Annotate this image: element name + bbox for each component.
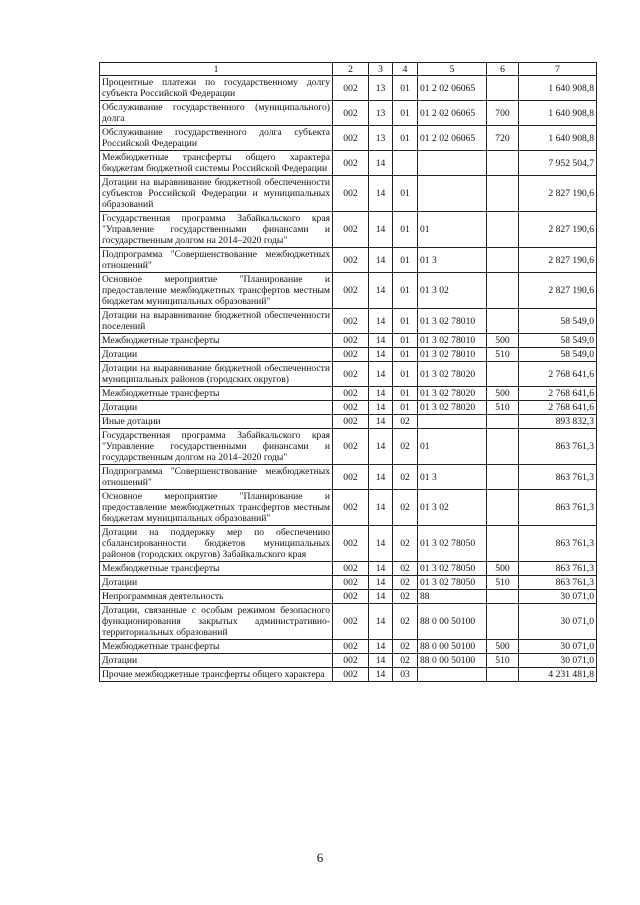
amount-cell: 30 071,0	[519, 604, 597, 640]
section-cell: 14	[369, 640, 393, 654]
table-row	[100, 126, 597, 151]
admin-code-cell: 002	[333, 640, 369, 654]
expense-type-cell: 510	[487, 348, 519, 362]
amount-cell: 893 832,3	[519, 415, 597, 429]
column-header: 7	[519, 63, 597, 76]
subsection-cell: 01	[393, 334, 418, 348]
table-row	[100, 348, 597, 362]
row-name-cell: Непрограммная деятельность	[100, 590, 333, 604]
admin-code-cell: 002	[333, 668, 369, 682]
admin-code-cell: 002	[333, 334, 369, 348]
table-row	[100, 273, 597, 309]
row-name-cell: Обслуживание государственного (муниципального) долга	[100, 101, 333, 126]
row-name-cell: Государственная программа Забайкальского края "Управление государственными финансами и государственным долгом на 2014–2020 годы"	[100, 429, 333, 465]
column-header: 6	[487, 63, 519, 76]
admin-code-cell: 002	[333, 387, 369, 401]
section-cell: 14	[369, 415, 393, 429]
section-cell: 14	[369, 526, 393, 562]
target-article-cell: 01 2 02 06065	[418, 126, 487, 151]
table-row	[100, 334, 597, 348]
admin-code-cell: 002	[333, 248, 369, 273]
table-row	[100, 604, 597, 640]
section-cell: 14	[369, 604, 393, 640]
section-cell: 14	[369, 151, 393, 176]
section-cell: 14	[369, 576, 393, 590]
table-row	[100, 362, 597, 387]
target-article-cell: 01 3 02 78050	[418, 526, 487, 562]
amount-cell: 58 549,0	[519, 348, 597, 362]
admin-code-cell: 002	[333, 415, 369, 429]
subsection-cell: 02	[393, 590, 418, 604]
target-article-cell: 01 3 02 78010	[418, 348, 487, 362]
target-article-cell: 88 0 00 50100	[418, 654, 487, 668]
expense-type-cell: 720	[487, 126, 519, 151]
section-cell: 14	[369, 429, 393, 465]
column-header: 1	[100, 63, 333, 76]
subsection-cell: 02	[393, 562, 418, 576]
table-row	[100, 309, 597, 334]
expense-type-cell	[487, 76, 519, 101]
admin-code-cell: 002	[333, 101, 369, 126]
row-name-cell: Дотации	[100, 401, 333, 415]
subsection-cell: 02	[393, 526, 418, 562]
admin-code-cell: 002	[333, 126, 369, 151]
amount-cell: 863 761,3	[519, 576, 597, 590]
subsection-cell: 01	[393, 309, 418, 334]
page-number: 6	[316, 850, 324, 865]
row-name-cell: Межбюджетные трансферты	[100, 334, 333, 348]
amount-cell: 863 761,3	[519, 526, 597, 562]
subsection-cell: 02	[393, 604, 418, 640]
target-article-cell	[418, 415, 487, 429]
section-cell: 14	[369, 309, 393, 334]
amount-cell: 30 071,0	[519, 654, 597, 668]
table-body	[100, 76, 597, 682]
amount-cell: 2 827 190,6	[519, 273, 597, 309]
admin-code-cell: 002	[333, 526, 369, 562]
row-name-cell: Дотации	[100, 576, 333, 590]
amount-cell: 1 640 908,8	[519, 101, 597, 126]
amount-cell: 1 640 908,8	[519, 76, 597, 101]
section-cell: 14	[369, 590, 393, 604]
row-name-cell: Иные дотации	[100, 415, 333, 429]
amount-cell: 863 761,3	[519, 429, 597, 465]
row-name-cell: Подпрограмма "Совершенствование межбюджетных отношений"	[100, 248, 333, 273]
expense-type-cell: 500	[487, 640, 519, 654]
admin-code-cell: 002	[333, 212, 369, 248]
expense-type-cell	[487, 604, 519, 640]
subsection-cell: 03	[393, 668, 418, 682]
section-cell: 14	[369, 212, 393, 248]
amount-cell: 4 231 481,8	[519, 668, 597, 682]
table-row	[100, 590, 597, 604]
amount-cell: 1 640 908,8	[519, 126, 597, 151]
row-name-cell: Основное мероприятие "Планирование и предоставление межбюджетных трансфертов местным бюджетам муниципальных образований"	[100, 273, 333, 309]
section-cell: 14	[369, 334, 393, 348]
amount-cell: 863 761,3	[519, 562, 597, 576]
subsection-cell: 01	[393, 387, 418, 401]
expense-type-cell	[487, 590, 519, 604]
table-row	[100, 526, 597, 562]
table-row	[100, 429, 597, 465]
subsection-cell: 02	[393, 640, 418, 654]
row-name-cell: Межбюджетные трансферты	[100, 387, 333, 401]
target-article-cell: 88 0 00 50100	[418, 604, 487, 640]
subsection-cell: 01	[393, 176, 418, 212]
target-article-cell: 88 0 00 50100	[418, 640, 487, 654]
amount-cell: 2 768 641,6	[519, 401, 597, 415]
target-article-cell	[418, 151, 487, 176]
subsection-cell: 02	[393, 415, 418, 429]
section-cell: 14	[369, 348, 393, 362]
section-cell: 14	[369, 387, 393, 401]
amount-cell: 863 761,3	[519, 465, 597, 490]
target-article-cell: 01 3 02 78050	[418, 576, 487, 590]
target-article-cell: 01 3 02	[418, 273, 487, 309]
expense-type-cell	[487, 362, 519, 387]
subsection-cell: 02	[393, 654, 418, 668]
admin-code-cell: 002	[333, 362, 369, 387]
section-cell: 13	[369, 101, 393, 126]
subsection-cell: 01	[393, 212, 418, 248]
subsection-cell: 02	[393, 576, 418, 590]
section-cell: 13	[369, 126, 393, 151]
table-row	[100, 101, 597, 126]
admin-code-cell: 002	[333, 490, 369, 526]
table-row	[100, 654, 597, 668]
amount-cell: 2 768 641,6	[519, 387, 597, 401]
table-row	[100, 576, 597, 590]
expense-type-cell	[487, 490, 519, 526]
subsection-cell: 01	[393, 126, 418, 151]
expense-type-cell	[487, 465, 519, 490]
admin-code-cell: 002	[333, 562, 369, 576]
target-article-cell: 01 3 02 78010	[418, 309, 487, 334]
amount-cell: 863 761,3	[519, 490, 597, 526]
section-cell: 14	[369, 176, 393, 212]
table-row	[100, 387, 597, 401]
expense-type-cell	[487, 248, 519, 273]
row-name-cell: Дотации	[100, 348, 333, 362]
section-cell: 13	[369, 76, 393, 101]
section-cell: 14	[369, 490, 393, 526]
subsection-cell: 02	[393, 465, 418, 490]
section-cell: 14	[369, 401, 393, 415]
table-row	[100, 640, 597, 654]
expense-type-cell: 700	[487, 101, 519, 126]
expense-type-cell	[487, 309, 519, 334]
expense-type-cell	[487, 151, 519, 176]
admin-code-cell: 002	[333, 401, 369, 415]
expense-type-cell: 500	[487, 387, 519, 401]
target-article-cell: 01 3 02 78010	[418, 334, 487, 348]
table-row	[100, 151, 597, 176]
expense-type-cell: 500	[487, 334, 519, 348]
table-row	[100, 668, 597, 682]
target-article-cell: 01 3 02 78020	[418, 362, 487, 387]
column-header: 2	[333, 63, 369, 76]
section-cell: 14	[369, 248, 393, 273]
amount-cell: 58 549,0	[519, 309, 597, 334]
subsection-cell: 02	[393, 429, 418, 465]
admin-code-cell: 002	[333, 151, 369, 176]
target-article-cell: 01 3 02 78020	[418, 387, 487, 401]
section-cell: 14	[369, 668, 393, 682]
admin-code-cell: 002	[333, 176, 369, 212]
table-row	[100, 490, 597, 526]
section-cell: 14	[369, 562, 393, 576]
target-article-cell	[418, 668, 487, 682]
subsection-cell: 01	[393, 348, 418, 362]
admin-code-cell: 002	[333, 465, 369, 490]
target-article-cell: 01	[418, 429, 487, 465]
section-cell: 14	[369, 654, 393, 668]
amount-cell: 2 827 190,6	[519, 176, 597, 212]
column-header: 5	[418, 63, 487, 76]
column-header: 3	[369, 63, 393, 76]
target-article-cell	[418, 176, 487, 212]
row-name-cell: Дотации на поддержку мер по обеспечению сбалансированности бюджетов муниципальных районов (городских округов) Забайкальского края	[100, 526, 333, 562]
target-article-cell: 01 3 02	[418, 490, 487, 526]
row-name-cell: Процентные платежи по государственному долгу субъекта Российской Федерации	[100, 76, 333, 101]
amount-cell: 2 827 190,6	[519, 248, 597, 273]
target-article-cell: 01 3 02 78020	[418, 401, 487, 415]
admin-code-cell: 002	[333, 604, 369, 640]
target-article-cell: 01	[418, 212, 487, 248]
subsection-cell: 01	[393, 76, 418, 101]
row-name-cell: Дотации на выравнивание бюджетной обеспеченности поселений	[100, 309, 333, 334]
budget-table	[99, 62, 597, 682]
subsection-cell: 01	[393, 248, 418, 273]
section-cell: 14	[369, 362, 393, 387]
row-name-cell: Межбюджетные трансферты	[100, 640, 333, 654]
admin-code-cell: 002	[333, 654, 369, 668]
row-name-cell: Основное мероприятие "Планирование и предоставление межбюджетных трансфертов местным бюджетам муниципальных образований"	[100, 490, 333, 526]
expense-type-cell	[487, 273, 519, 309]
amount-cell: 7 952 504,7	[519, 151, 597, 176]
target-article-cell: 01 3	[418, 465, 487, 490]
expense-type-cell	[487, 176, 519, 212]
subsection-cell	[393, 151, 418, 176]
table-header-row	[100, 63, 597, 76]
subsection-cell: 01	[393, 101, 418, 126]
amount-cell: 58 549,0	[519, 334, 597, 348]
table-row	[100, 465, 597, 490]
admin-code-cell: 002	[333, 576, 369, 590]
row-name-cell: Обслуживание государственного долга субъекта Российской Федерации	[100, 126, 333, 151]
amount-cell: 2 768 641,6	[519, 362, 597, 387]
row-name-cell: Дотации на выравнивание бюджетной обеспеченности муниципальных районов (городских округов)	[100, 362, 333, 387]
expense-type-cell: 510	[487, 401, 519, 415]
expense-type-cell	[487, 212, 519, 248]
table-row	[100, 562, 597, 576]
expense-type-cell	[487, 429, 519, 465]
expense-type-cell: 510	[487, 576, 519, 590]
amount-cell: 30 071,0	[519, 640, 597, 654]
subsection-cell: 02	[393, 490, 418, 526]
row-name-cell: Дотации на выравнивание бюджетной обеспеченности субъектов Российской Федерации и муниципальных образований	[100, 176, 333, 212]
row-name-cell: Государственная программа Забайкальского края "Управление государственными финансами и государственным долгом на 2014–2020 годы"	[100, 212, 333, 248]
expense-type-cell	[487, 526, 519, 562]
table-row	[100, 248, 597, 273]
amount-cell: 30 071,0	[519, 590, 597, 604]
column-header: 4	[393, 63, 418, 76]
row-name-cell: Подпрограмма "Совершенствование межбюджетных отношений"	[100, 465, 333, 490]
admin-code-cell: 002	[333, 590, 369, 604]
subsection-cell: 01	[393, 273, 418, 309]
subsection-cell: 01	[393, 362, 418, 387]
subsection-cell: 01	[393, 401, 418, 415]
expense-type-cell	[487, 415, 519, 429]
admin-code-cell: 002	[333, 309, 369, 334]
row-name-cell: Дотации	[100, 654, 333, 668]
row-name-cell: Межбюджетные трансферты	[100, 562, 333, 576]
row-name-cell: Прочие межбюджетные трансферты общего характера	[100, 668, 333, 682]
table-row	[100, 176, 597, 212]
target-article-cell: 01 3 02 78050	[418, 562, 487, 576]
expense-type-cell: 500	[487, 562, 519, 576]
table-row	[100, 76, 597, 101]
target-article-cell: 01 3	[418, 248, 487, 273]
table-row	[100, 415, 597, 429]
admin-code-cell: 002	[333, 273, 369, 309]
admin-code-cell: 002	[333, 429, 369, 465]
section-cell: 14	[369, 273, 393, 309]
amount-cell: 2 827 190,6	[519, 212, 597, 248]
expense-type-cell: 510	[487, 654, 519, 668]
target-article-cell: 01 2 02 06065	[418, 101, 487, 126]
admin-code-cell: 002	[333, 348, 369, 362]
table-row	[100, 401, 597, 415]
row-name-cell: Дотации, связанные с особым режимом безопасного функционирования закрытых административно-территориальных образований	[100, 604, 333, 640]
expense-type-cell	[487, 668, 519, 682]
row-name-cell: Межбюджетные трансферты общего характера бюджетам бюджетной системы Российской Федерации	[100, 151, 333, 176]
section-cell: 14	[369, 465, 393, 490]
table-row	[100, 212, 597, 248]
target-article-cell: 88	[418, 590, 487, 604]
admin-code-cell: 002	[333, 76, 369, 101]
target-article-cell: 01 2 02 06065	[418, 76, 487, 101]
